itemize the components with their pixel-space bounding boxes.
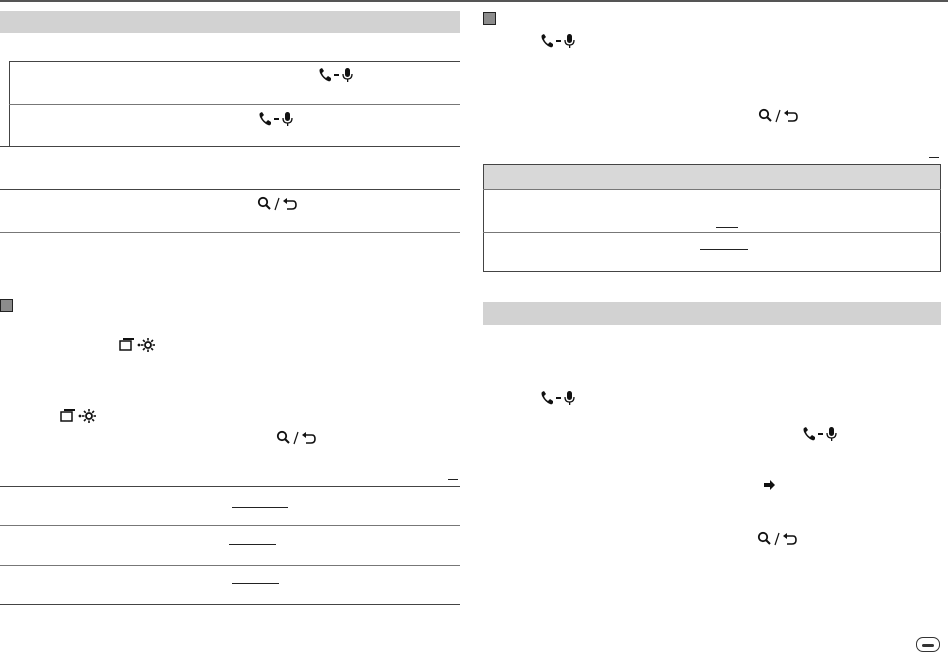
- right-settings-row1-default-underline: [716, 227, 738, 228]
- phone-mic-icon: [318, 67, 356, 83]
- right-section-header-bar: [483, 302, 941, 325]
- right-settings-row2-default-underline: [700, 249, 748, 250]
- page-top-rule: [0, 0, 948, 2]
- right-settings-table-bottom-rule: [483, 271, 941, 272]
- left-subsection-marker: [0, 299, 13, 312]
- phone-mic-icon: [540, 33, 578, 49]
- phone-mic-icon: [802, 426, 840, 442]
- right-settings-table-left-border: [483, 164, 484, 272]
- left-settings-row2-default-underline: [229, 544, 276, 545]
- arrow-right-icon: [764, 479, 776, 491]
- left-table-bottom-rule: [0, 146, 460, 147]
- left-settings-row-divider-2: [0, 565, 460, 566]
- left-table-default-marker: [448, 479, 458, 480]
- phone-mic-icon-svg: [318, 67, 356, 83]
- search-back-icon: [276, 430, 316, 446]
- left-table-row-divider: [9, 104, 460, 105]
- left-section-header-bar: [0, 11, 460, 33]
- phone-mic-icon: [258, 111, 296, 127]
- left-settings-table-top-rule: [0, 486, 460, 487]
- left-settings-row1-default-underline: [232, 507, 288, 508]
- right-subsection-marker: [483, 12, 496, 25]
- right-settings-table-header: [484, 165, 940, 189]
- left-settings-row3-default-underline: [232, 583, 279, 584]
- left-table-mid-bottom-rule: [0, 232, 460, 233]
- display-settings-icon: [119, 337, 155, 353]
- search-back-icon: [257, 196, 297, 212]
- left-settings-table-bottom-rule: [0, 604, 460, 605]
- left-settings-row-divider-1: [0, 525, 460, 526]
- left-table-mid-top-rule: [0, 189, 460, 190]
- phone-mic-icon: [540, 390, 578, 406]
- language-badge: [916, 637, 940, 652]
- search-back-icon: [758, 108, 798, 124]
- right-settings-header-divider: [483, 189, 941, 190]
- display-settings-icon: [60, 408, 96, 424]
- right-settings-table-right-border: [940, 164, 941, 272]
- left-table-top-rule: [9, 61, 460, 62]
- right-table-default-marker: [929, 157, 939, 158]
- search-back-icon: [757, 531, 797, 547]
- right-settings-row-divider: [483, 232, 941, 233]
